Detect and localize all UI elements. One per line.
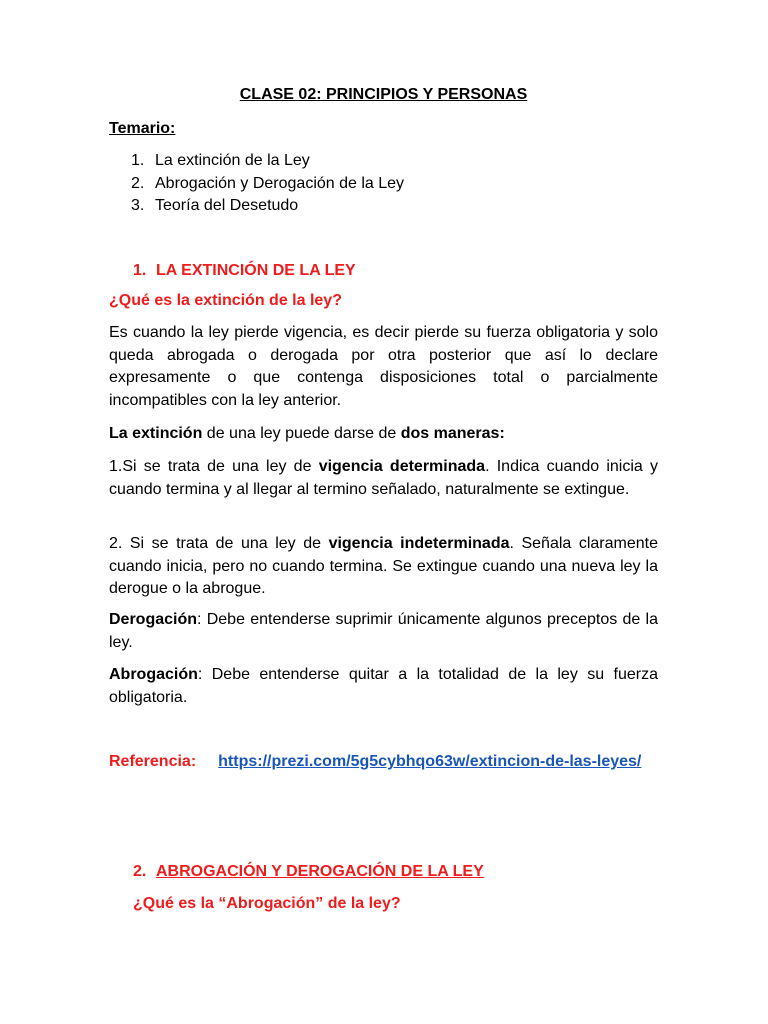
section2-heading-text: ABROGACIÓN Y DEROGACIÓN DE LA LEY [156,863,484,880]
reference-label: Referencia: [109,753,197,770]
toc-item-text: La extinción de la Ley [155,152,310,169]
reference-link[interactable]: https://prezi.com/5g5cybhqo63w/extincion-de-las-leyes/ [218,753,642,770]
way-item-1 [109,456,658,501]
way1-pre: 1.Si se trata de una ley de [109,458,319,475]
way-item-2 [109,533,658,601]
way2-term: vigencia indeterminada [328,535,510,552]
section1-number: 1. [133,262,147,279]
toc-item [131,150,658,173]
toc-item [131,195,658,218]
way2-post: . Señala claramente cuando inicia, pero no cuando termina. Se extingue cuando una nueva ley la derogue o la abrogue. [109,535,658,597]
way1-term: vigencia determinada [318,458,486,475]
toc-item-number: 2. [131,174,145,192]
extinction-ways [109,423,658,446]
table-of-contents [109,150,658,218]
extinction-term: La extinción [109,425,203,442]
reference-line [109,751,658,774]
section2-heading [109,861,682,883]
document-title: CLASE 02: PRINCIPIOS Y PERSONAS [239,86,528,103]
section2-number: 2. [133,863,147,880]
derogacion-text: : Debe entenderse suprimir únicamente algunos preceptos de la ley. [109,611,658,651]
toc-item-number: 1. [131,152,145,169]
abrogacion-definition [109,664,658,709]
toc-item-text: Teoría del Desetudo [155,197,299,214]
derogacion-term: Derogación [109,611,198,628]
toc-item-number: 3. [131,197,145,214]
toc-item [131,173,658,196]
abrogacion-text: : Debe entenderse quitar a la totalidad de la ley su fuerza obligatoria. [109,666,658,706]
way2-pre: 2. Si se trata de una ley de [109,535,329,552]
toc-item-text: Abrogación y Derogación de la Ley [155,174,405,192]
section1-heading [109,260,682,282]
way1-post: . Indica cuando inicia y cuando termina y al llegar al termino señalado, naturalmente se extingue. [109,458,659,498]
section2-question: ¿Qué es la “Abrogación” de la ley? [133,895,401,912]
extinction-ways-text: de una ley puede darse de [202,425,401,442]
derogacion-definition [109,609,658,654]
abrogacion-term: Abrogación [109,666,198,683]
temario-label: Temario: [109,120,176,137]
section1-question: ¿Qué es la extinción de la ley? [109,292,342,309]
section1-definition: Es cuando la ley pierde vigencia, es decir pierde su fuerza obligatoria y solo queda abrogada o derogada por otra posterior que así lo declare expresamente o que contenga disposiciones total o parcialmente incompatibles con la ley anterior. [109,324,658,409]
dos-maneras-term: dos maneras: [400,425,505,442]
document-page [109,82,659,912]
section1-heading-text: LA EXTINCIÓN DE LA LEY [156,262,356,279]
